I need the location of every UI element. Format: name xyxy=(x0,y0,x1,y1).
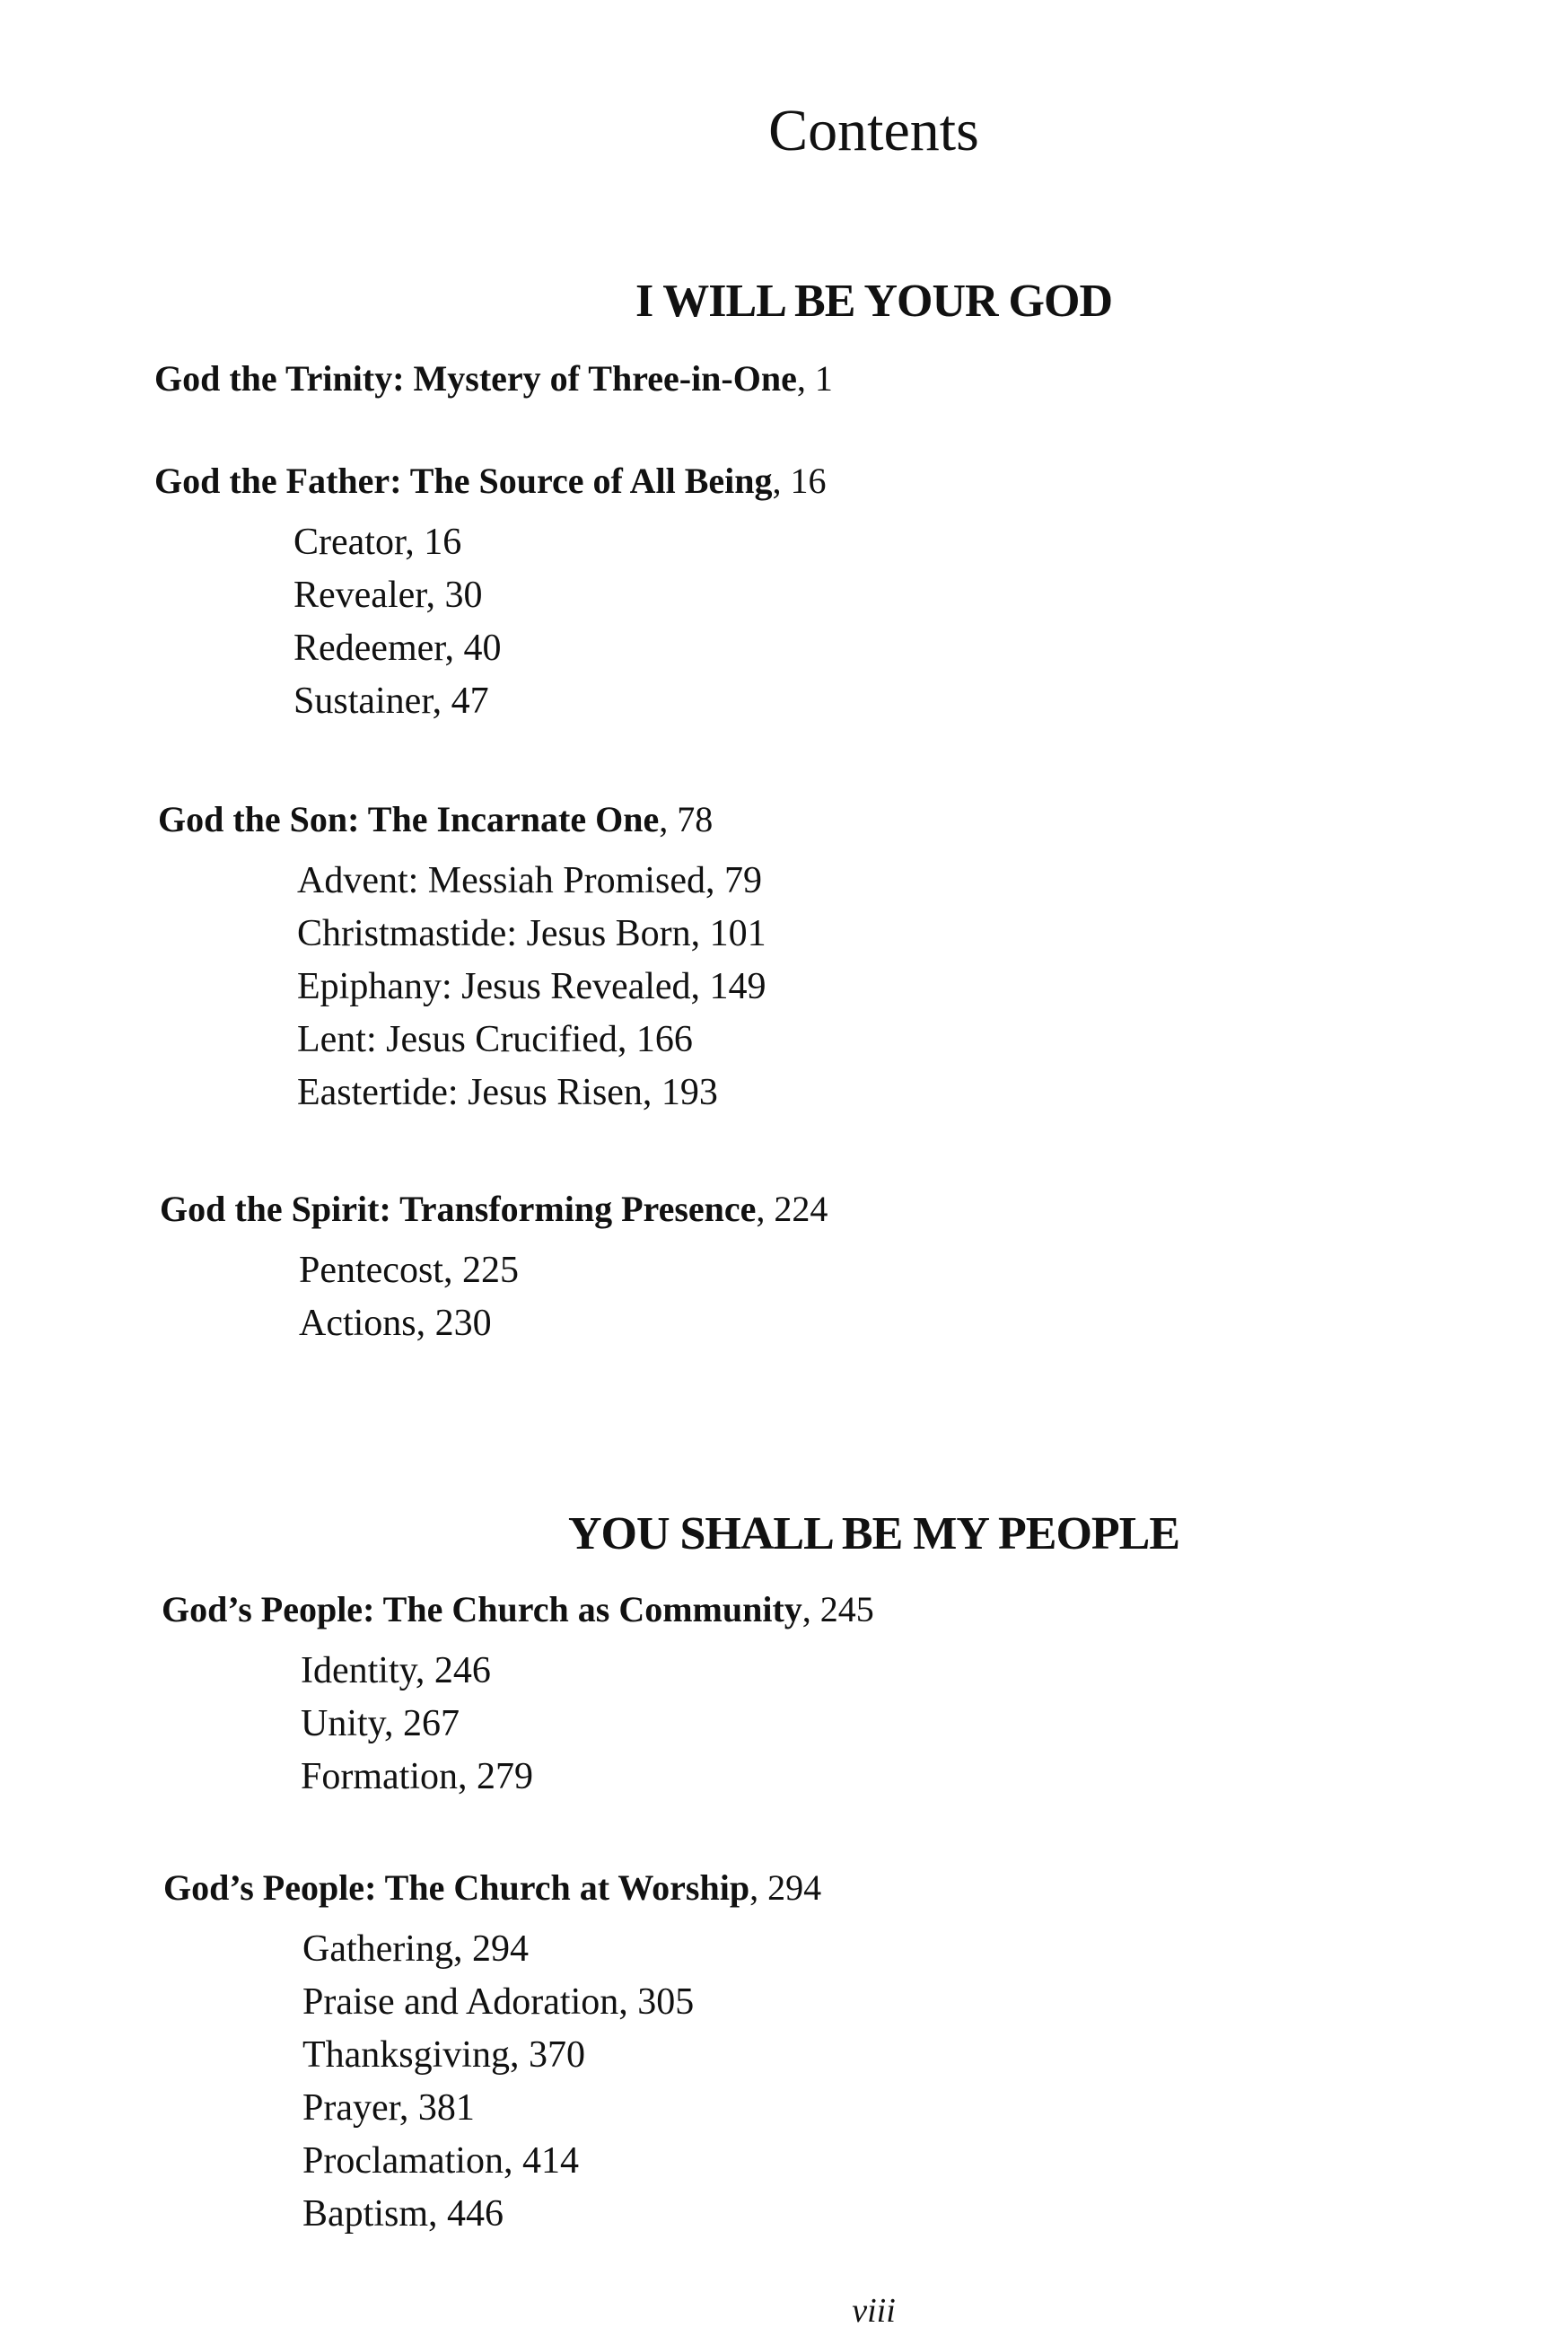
toc-subsection-list xyxy=(154,516,1456,728)
toc-subsection-actions[interactable]: Actions, 230 xyxy=(299,1303,492,1344)
toc-subsection-list xyxy=(158,855,1459,1120)
toc-separator: , xyxy=(772,461,791,501)
toc-page-number: 16 xyxy=(790,461,827,501)
toc-section-god-the-son xyxy=(158,797,1459,1120)
toc-subsection-identity[interactable]: Identity, 246 xyxy=(301,1650,491,1691)
toc-page-number: 294 xyxy=(767,1867,822,1908)
toc-subsection-advent[interactable]: Advent: Messiah Promised, 79 xyxy=(297,860,762,901)
toc-section-title: God the Trinity: Mystery of Three-in-One xyxy=(154,358,797,399)
toc-subsection-eastertide[interactable]: Eastertide: Jesus Risen, 193 xyxy=(297,1072,718,1113)
toc-subsection-praise-and-adoration[interactable]: Praise and Adoration, 305 xyxy=(302,1981,695,2023)
part-heading-you-shall-be-my-people: YOU SHALL BE MY PEOPLE xyxy=(567,1508,1180,1560)
toc-subsection-prayer[interactable]: Prayer, 381 xyxy=(302,2087,475,2129)
toc-section-heading[interactable] xyxy=(158,797,1459,842)
toc-section-title: God the Spirit: Transforming Presence xyxy=(160,1189,757,1229)
toc-section-church-at-worship xyxy=(163,1866,1465,2241)
toc-subsection-list xyxy=(163,1923,1465,2241)
toc-separator: , xyxy=(659,799,678,839)
toc-subsection-epiphany[interactable]: Epiphany: Jesus Revealed, 149 xyxy=(297,966,766,1007)
toc-section-title: God’s People: The Church at Worship xyxy=(163,1867,750,1908)
toc-subsection-pentecost[interactable]: Pentecost, 225 xyxy=(299,1250,519,1291)
toc-separator: , xyxy=(802,1589,820,1629)
toc-subsection-proclamation[interactable]: Proclamation, 414 xyxy=(302,2140,579,2182)
toc-separator: , xyxy=(796,358,815,399)
page-title: Contents xyxy=(768,98,979,164)
toc-section-heading[interactable] xyxy=(154,459,1456,504)
toc-subsection-sustainer[interactable]: Sustainer, 47 xyxy=(293,681,489,722)
toc-subsection-gathering[interactable]: Gathering, 294 xyxy=(302,1928,529,1970)
toc-page-number: 78 xyxy=(677,799,714,839)
toc-separator: , xyxy=(749,1867,768,1908)
toc-section-heading[interactable] xyxy=(163,1866,1465,1910)
toc-subsection-unity[interactable]: Unity, 267 xyxy=(301,1703,460,1744)
toc-subsection-formation[interactable]: Formation, 279 xyxy=(301,1756,533,1797)
toc-subsection-revealer[interactable]: Revealer, 30 xyxy=(293,575,483,616)
toc-subsection-lent[interactable]: Lent: Jesus Crucified, 166 xyxy=(297,1019,693,1060)
toc-page-number: 1 xyxy=(814,358,833,399)
toc-subsection-list xyxy=(162,1645,1463,1804)
toc-section-title: God the Son: The Incarnate One xyxy=(158,799,660,839)
part-heading-i-will-be-your-god: I WILL BE YOUR GOD xyxy=(635,276,1113,328)
toc-section-title: God’s People: The Church as Community xyxy=(162,1589,802,1629)
toc-section-title: God the Father: The Source of All Being xyxy=(154,461,773,501)
page-number-folio: viii xyxy=(852,2292,896,2330)
toc-separator: , xyxy=(756,1189,775,1229)
toc-section-god-the-spirit xyxy=(160,1187,1461,1350)
toc-subsection-thanksgiving[interactable]: Thanksgiving, 370 xyxy=(302,2034,585,2076)
toc-section-church-as-community xyxy=(162,1587,1463,1804)
toc-subsection-list xyxy=(160,1244,1461,1350)
toc-section-heading[interactable] xyxy=(160,1187,1461,1232)
toc-section-god-the-father xyxy=(154,459,1456,728)
toc-subsection-creator[interactable]: Creator, 16 xyxy=(293,522,462,563)
toc-page-number: 245 xyxy=(819,1589,874,1629)
toc-section-heading[interactable] xyxy=(162,1587,1463,1632)
toc-subsection-redeemer[interactable]: Redeemer, 40 xyxy=(293,628,502,669)
toc-section-heading[interactable] xyxy=(154,356,1456,401)
toc-page-number: 224 xyxy=(774,1189,828,1229)
toc-subsection-christmastide[interactable]: Christmastide: Jesus Born, 101 xyxy=(297,913,766,954)
toc-section-god-the-trinity xyxy=(154,356,1456,401)
toc-subsection-baptism[interactable]: Baptism, 446 xyxy=(302,2193,504,2235)
